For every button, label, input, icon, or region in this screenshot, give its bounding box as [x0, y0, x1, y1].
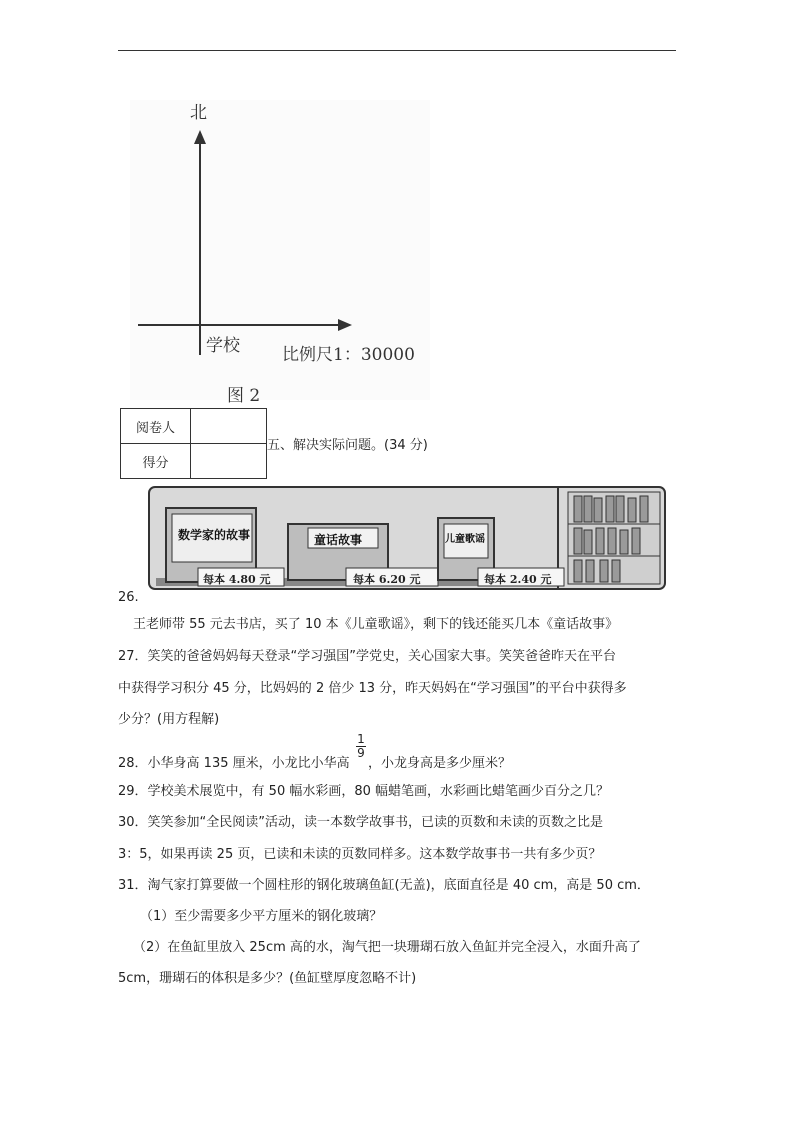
q31-sub-2-line-1: （2）在鱼缸里放入 25cm 高的水，淘气把一块珊瑚石放入鱼缸并完全浸入，水面升高了	[133, 940, 641, 955]
book-3-title: 儿童歌谣	[445, 534, 485, 545]
book-3-price: 每本 2.40 元	[484, 573, 552, 586]
book-1-title: 数学家的故事	[178, 528, 251, 542]
header-rule	[118, 50, 676, 51]
north-label: 北	[190, 103, 207, 123]
q31-sub-2-line-2: 5cm，珊瑚石的体积是多少？(鱼缸壁厚度忽略不计)	[118, 971, 417, 986]
q29-text: 29．学校美术展览中，有 50 幅水彩画，80 幅蜡笔画，水彩画比蜡笔画少百分之几？	[118, 784, 610, 799]
q27-line-1: 27．笑笑的爸爸妈妈每天登录“学习强国”学党史，关心国家大事。笑笑爸爸昨天在平台	[118, 649, 617, 664]
book-2-title: 童话故事	[314, 533, 363, 547]
bookshelf-illustration	[148, 486, 666, 590]
score-table	[120, 408, 267, 479]
school-label: 学校	[206, 336, 240, 356]
q30-line-2: 3：5，如果再读 25 页，已读和未读的页数同样多。这本数学故事书一共有多少页？	[118, 847, 602, 862]
q30-line-1: 30．笑笑参加“全民阅读”活动，读一本数学故事书，已读的页数和未读的页数之比是	[118, 815, 604, 830]
score-blank	[191, 444, 267, 479]
book-2-price: 每本 6.20 元	[353, 573, 421, 586]
q28-fraction-numerator: 1	[357, 732, 365, 746]
scale-label: 比例尺1：30000	[282, 345, 415, 365]
q28-text-b: ，小龙身高是多少厘米？	[368, 756, 512, 771]
section-title: 五、解决实际问题。(34 分)	[267, 438, 428, 453]
east-arrowhead	[338, 319, 352, 331]
figure-2	[130, 100, 430, 406]
q31-line-1: 31．淘气家打算要做一个圆柱形的钢化玻璃鱼缸(无盖)，底面直径是 40 cm，高是 50 cm．	[118, 878, 650, 893]
q27-line-3: 少分？(用方程解)	[118, 712, 220, 727]
q26-number: 26.	[118, 590, 139, 605]
q28-fraction	[356, 733, 366, 760]
reviewer-blank	[191, 409, 267, 444]
q31-sub-1: （1）至少需要多少平方厘米的钢化玻璃？	[140, 909, 383, 924]
q26-text: 王老师带 55 元去书店，买了 10 本《儿童歌谣》，剩下的钱还能买几本《童话故事》	[133, 617, 619, 632]
q28-fraction-denominator: 9	[357, 746, 365, 760]
q27-line-2: 中获得学习积分 45 分，比妈妈的 2 倍少 13 分，昨天妈妈在“学习强国”的平台中获得多	[118, 681, 627, 696]
book-1-price: 每本 4.80 元	[203, 573, 271, 586]
figure-caption: 图 2	[227, 386, 261, 406]
q28-text-a: 28．小华身高 135 厘米，小龙比小华高	[118, 756, 350, 771]
reviewer-label: 阅卷人	[121, 409, 191, 444]
north-arrowhead	[194, 130, 206, 144]
score-label: 得分	[121, 444, 191, 479]
